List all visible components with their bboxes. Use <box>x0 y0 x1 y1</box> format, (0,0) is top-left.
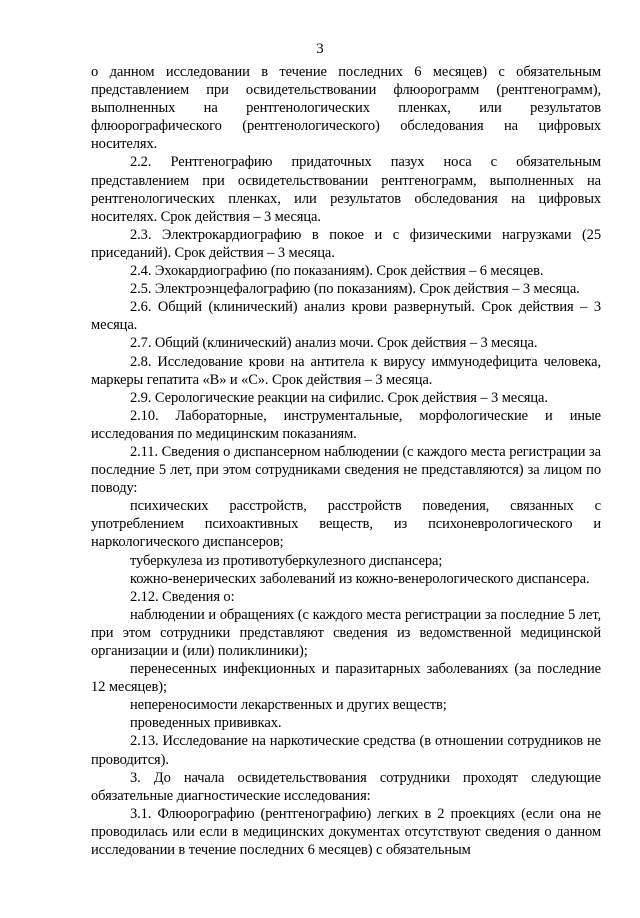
paragraph: 2.7. Общий (клинический) анализ мочи. Срок действия – 3 месяца. <box>130 335 538 352</box>
paragraph: психических расстройств, расстройств поведения, связанных с употреблением психоактивных веществ, из психоневрологического и наркологического диспансеров; <box>91 498 601 551</box>
paragraph: 3. До начала освидетельствования сотрудники проходят следующие обязательные диагностические исследования: <box>91 769 601 804</box>
paragraph: 2.5. Электроэнцефалографию (по показаниям). Срок действия – 3 месяца. <box>130 281 580 298</box>
paragraph: туберкулеза из противотуберкулезного диспансера; <box>130 552 443 569</box>
paragraph: кожно-венерических заболеваний из кожно-венерологического диспансера. <box>130 570 590 587</box>
document-body <box>91 63 601 859</box>
paragraph: 2.8. Исследование крови на антитела к вирусу иммунодефицита человека, маркеры гепатита «В» и «С». Срок действия – 3 месяца. <box>91 353 601 388</box>
page-number: 3 <box>316 41 324 57</box>
paragraph: 2.3. Электрокардиографию в покое и с физическими нагрузками (25 приседаний). Срок действия – 3 месяца. <box>91 226 601 261</box>
paragraph: перенесенных инфекционных и паразитарных заболеваниях (за последние 12 месяцев); <box>91 661 601 696</box>
paragraph: о данном исследовании в течение последних 6 месяцев) с обязательным представлением при освидетельствовании флюорограмм (рентгенограмм), выполненных на рентгенологических пленках, или результатов флюорографического (рентгенологического) обследования на цифровых носителях. <box>91 64 601 153</box>
paragraph: 2.2. Рентгенографию придаточных пазух носа с обязательным представлением при освидетельствовании рентгенограмм, выполненных на рентгенологических пленках, или результатов обследования на цифровых носителях. Срок действия – 3 месяца. <box>91 154 601 225</box>
paragraph: непереносимости лекарственных и других веществ; <box>130 697 447 714</box>
paragraph: 2.13. Исследование на наркотические средства (в отношении сотрудников не проводится). <box>91 733 601 768</box>
paragraph: 2.12. Сведения о: <box>130 588 235 605</box>
paragraph: 2.11. Сведения о диспансерном наблюдении (с каждого места регистрации за последние 5 лет, при этом сотрудниками сведения не представляются) за лицом по поводу: <box>91 443 601 497</box>
paragraph: 2.4. Эхокардиографию (по показаниям). Срок действия – 6 месяцев. <box>130 263 544 280</box>
paragraph: 2.9. Серологические реакции на сифилис. Срок действия – 3 месяца. <box>130 389 548 406</box>
paragraph: 2.6. Общий (клинический) анализ крови развернутый. Срок действия – 3 месяца. <box>91 299 601 334</box>
paragraph: 3.1. Флюорографию (рентгенографию) легких в 2 проекциях (если она не проводилась или если в медицинских документах отсутствуют сведения о данном исследовании в течение последних 6 месяцев) с обязательным <box>91 805 601 859</box>
paragraph: наблюдении и обращениях (с каждого места регистрации за последние 5 лет, при этом сотрудники представляют сведения из ведомственной медицинской организации и (или) поликлиники); <box>91 606 601 659</box>
paragraph: проведенных прививках. <box>130 715 282 732</box>
paragraph: 2.10. Лабораторные, инструментальные, морфологические и иные исследования по медицинским показаниям. <box>91 407 601 442</box>
